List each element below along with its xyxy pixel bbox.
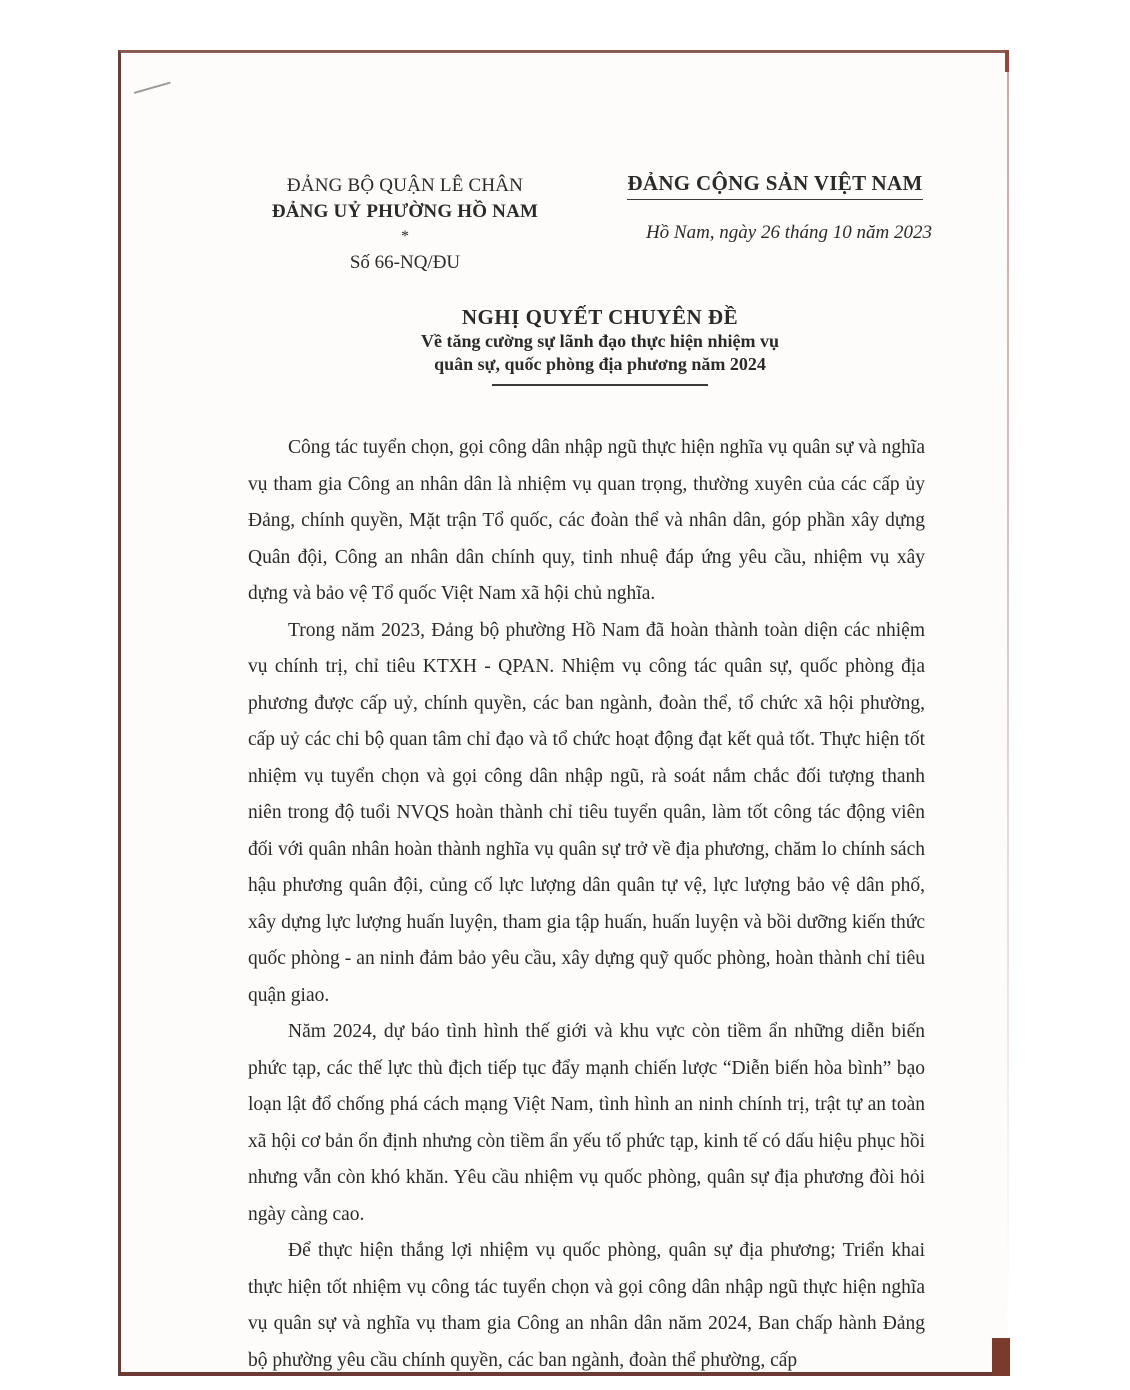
page-right-edge bbox=[1007, 52, 1009, 1322]
body-paragraph: Trong năm 2023, Đảng bộ phường Hồ Nam đã hoàn thành toàn diện các nhiệm vụ chính trị, chỉ tiêu KTXH - QPAN. Nhiệm vụ công tác quân sự, quốc phòng địa phương được cấp uỷ, chính quyền, các ban ngành, đoàn thể, tổ chức xã hội phường, cấp uỷ các chi bộ quan tâm chỉ đạo và tổ chức hoạt động đạt kết quả tốt. Thực hiện tốt nhiệm vụ tuyển chọn và gọi công dân nhập ngũ, rà soát nắm chắc đối tượng thanh niên trong độ tuổi NVQS hoàn thành chỉ tiêu tuyển quân, làm tốt công tác động viên đối với quân nhân hoàn thành nghĩa vụ quân sự trở về địa phương, chăm lo chính sách hậu phương quân đội, củng cố lực lượng dân quân tự vệ, lực lượng bảo vệ dân phố, xây dựng lực lượng huấn luyện, tham gia tập huấn, huấn luyện và bồi dưỡng kiến thức quốc phòng - an ninh đảm bảo yêu cầu, xây dựng quỹ quốc phòng, hoàn thành chỉ tiêu quận giao. bbox=[248, 619, 925, 1006]
body-paragraph: Công tác tuyển chọn, gọi công dân nhập ngũ thực hiện nghĩa vụ quân sự và nghĩa vụ tham gia Công an nhân dân là nhiệm vụ quan trọng, thường xuyên của các cấp ủy Đảng, chính quyền, Mặt trận Tổ quốc, các đoàn thể và nhân dân, góp phần xây dựng Quân đội, Công an nhân dân chính quy, tinh nhuệ đáp ứng yêu cầu, nhiệm vụ xây dựng và bảo vệ Tổ quốc Việt Nam xã hội chủ nghĩa. bbox=[248, 437, 925, 604]
issuing-authority-block bbox=[250, 173, 560, 277]
star-separator: * bbox=[401, 228, 409, 245]
document-body bbox=[248, 430, 925, 1379]
page-corner-mark bbox=[1005, 50, 1009, 72]
document-number: Số 66-NQ/ĐU bbox=[349, 252, 461, 273]
national-header-block bbox=[610, 170, 940, 246]
place-and-date: Hồ Nam, ngày 26 tháng 10 năm 2023 bbox=[645, 222, 932, 243]
parent-organization: ĐẢNG BỘ QUẬN LÊ CHÂN bbox=[286, 175, 524, 196]
body-paragraph: Để thực hiện thắng lợi nhiệm vụ quốc phòng, quân sự địa phương; Triển khai thực hiện tốt nhiệm vụ công tác tuyển chọn và gọi công dân nhập ngũ thực hiện nghĩa vụ quân sự và nghĩa vụ tham gia Công an nhân dân năm 2024, Ban chấp hành Đảng bộ phường yêu cầu chính quyền, các ban ngành, đoàn thể phường, cấp bbox=[248, 1240, 925, 1371]
page-corner-tab bbox=[992, 1338, 1010, 1376]
document-subtitle-line-1: Về tăng cường sự lãnh đạo thực hiện nhiệm vụ bbox=[421, 331, 779, 351]
title-underline bbox=[492, 384, 708, 386]
document-subtitle-line-2: quân sự, quốc phòng địa phương năm 2024 bbox=[434, 354, 766, 374]
party-name: ĐẢNG CỘNG SẢN VIỆT NAM bbox=[627, 170, 922, 200]
document-title-block bbox=[320, 304, 880, 386]
body-paragraph: Năm 2024, dự báo tình hình thế giới và khu vực còn tiềm ẩn những diễn biến phức tạp, các thế lực thù địch tiếp tục đẩy mạnh chiến lược “Diễn biến hòa bình” bạo loạn lật đổ chống phá cách mạng Việt Nam, tình hình an ninh chính trị, trật tự an toàn xã hội cơ bản ổn định nhưng còn tiềm ẩn yếu tố phức tạp, kinh tế có dấu hiệu phục hồi nhưng vẫn còn khó khăn. Yêu cầu nhiệm vụ quốc phòng, quân sự địa phương đòi hỏi ngày càng cao. bbox=[248, 1021, 925, 1225]
issuing-organization: ĐẢNG UỶ PHƯỜNG HỒ NAM bbox=[271, 201, 539, 222]
document-title: NGHỊ QUYẾT CHUYÊN ĐỀ bbox=[461, 305, 739, 329]
